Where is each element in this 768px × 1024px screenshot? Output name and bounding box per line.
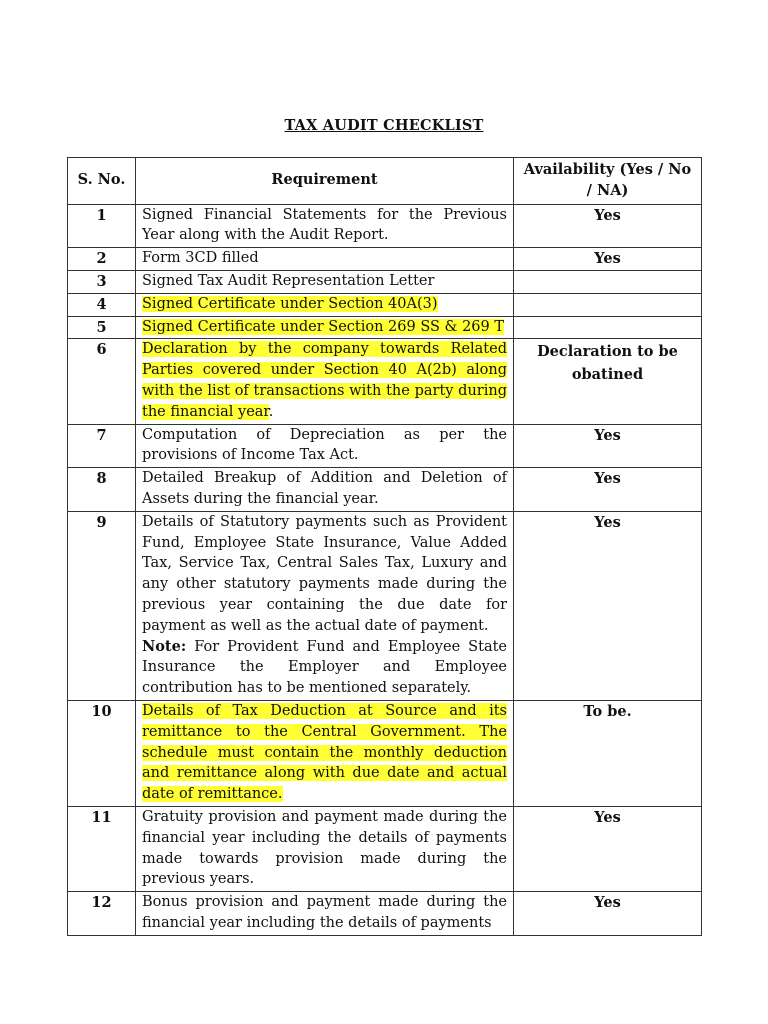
row-sno: 12 — [68, 892, 136, 936]
highlighted-text: Signed Certificate under Section 40A(3) — [142, 295, 438, 312]
row-sno: 7 — [68, 424, 136, 468]
row-requirement — [136, 700, 514, 806]
row-availability: Yes — [514, 892, 702, 936]
table-row — [68, 511, 702, 700]
row-requirement — [136, 339, 514, 424]
row-availability: Yes — [514, 424, 702, 468]
row-availability — [514, 293, 702, 316]
table-row — [68, 892, 702, 936]
row-availability: Yes — [514, 511, 702, 700]
requirement-text: Details of Statutory payments such as Provident Fund, Employee State Insurance, Value Added Tax, Service Tax, Central Sales Tax, Luxury and any other statutory payments made during the previous year containing the due date for payment as well as the actual date of payment. — [142, 513, 507, 634]
highlighted-text: Details of Tax Deduction at Source and its remittance to the Central Government. The schedule must contain the monthly deduction and remittance along with due date and actual date of remittance. — [142, 702, 507, 803]
row-availability: Yes — [514, 204, 702, 248]
row-requirement: Form 3CD filled — [136, 248, 514, 271]
header-availability: Availability (Yes / No / NA) — [514, 158, 702, 205]
header-requirement: Requirement — [136, 158, 514, 205]
note-label: Note: — [142, 637, 187, 655]
row-requirement: Signed Tax Audit Representation Letter — [136, 270, 514, 293]
row-availability — [514, 270, 702, 293]
checklist-table — [67, 157, 702, 936]
row-requirement — [136, 511, 514, 700]
row-availability — [514, 316, 702, 339]
table-row — [68, 293, 702, 316]
table-row — [68, 424, 702, 468]
header-sno: S. No. — [68, 158, 136, 205]
row-availability: Yes — [514, 468, 702, 512]
row-requirement — [136, 293, 514, 316]
row-sno: 8 — [68, 468, 136, 512]
row-sno: 1 — [68, 204, 136, 248]
highlighted-text: Declaration by the company towards Related Parties covered under Section 40 A(2b) along with the list of transactions with the party during the financial year — [142, 341, 507, 420]
row-sno: 5 — [68, 316, 136, 339]
row-availability: Yes — [514, 806, 702, 891]
table-row — [68, 270, 702, 293]
row-requirement: Computation of Depreciation as per the provisions of Income Tax Act. — [136, 424, 514, 468]
row-availability: Declaration to be obatined — [514, 339, 702, 424]
table-row — [68, 700, 702, 806]
row-sno: 3 — [68, 270, 136, 293]
row-availability: Yes — [514, 248, 702, 271]
row-requirement — [136, 316, 514, 339]
row-availability: To be. — [514, 700, 702, 806]
page-title: TAX AUDIT CHECKLIST — [284, 117, 484, 134]
row-sno: 6 — [68, 339, 136, 424]
highlighted-text: Signed Certificate under Section 269 SS & 269 T — [142, 318, 505, 335]
row-requirement: Detailed Breakup of Addition and Deletion of Assets during the financial year. — [136, 468, 514, 512]
table-row — [68, 468, 702, 512]
row-requirement: Signed Financial Statements for the Previous Year along with the Audit Report. — [136, 204, 514, 248]
note-text: For Provident Fund and Employee State Insurance the Employer and Employee contribution has to be mentioned separately. — [142, 638, 507, 697]
table-row — [68, 316, 702, 339]
row-sno: 4 — [68, 293, 136, 316]
row-requirement: Gratuity provision and payment made during the financial year including the details of payments made towards provision made during the previous years. — [136, 806, 514, 891]
row-sno: 2 — [68, 248, 136, 271]
row-sno: 9 — [68, 511, 136, 700]
requirement-suffix: . — [268, 403, 274, 420]
table-row — [68, 204, 702, 248]
table-row — [68, 339, 702, 424]
table-row — [68, 248, 702, 271]
row-requirement: Bonus provision and payment made during the financial year including the details of payments — [136, 892, 514, 936]
row-sno: 11 — [68, 806, 136, 891]
row-sno: 10 — [68, 700, 136, 806]
table-row — [68, 806, 702, 891]
table-header-row — [68, 158, 702, 205]
